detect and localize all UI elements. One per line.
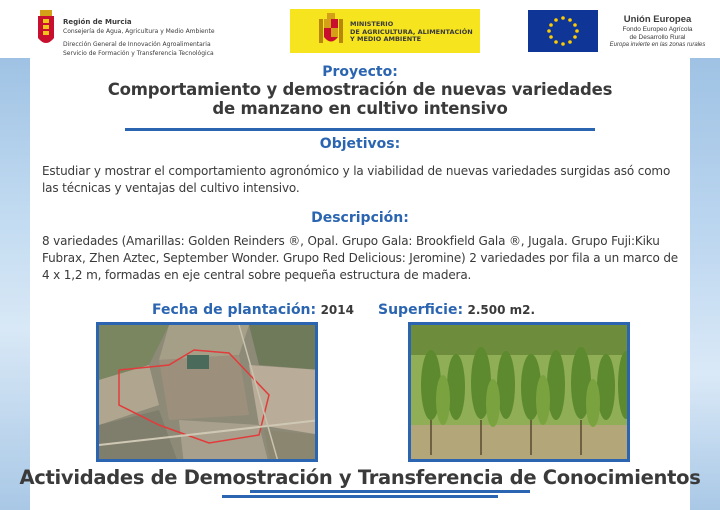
footer-underline — [222, 495, 498, 498]
sky-band-right — [690, 58, 720, 510]
ministerio-text — [350, 21, 473, 44]
ministerio-line2: DE AGRICULTURA, ALIMENTACIÓN — [350, 27, 473, 36]
orchard-photo — [408, 322, 630, 462]
murcia-line1: Región de Murcia — [63, 18, 132, 26]
ministerio-line3: Y MEDIO AMBIENTE — [350, 35, 422, 43]
title-divider — [125, 128, 595, 131]
superficie — [378, 302, 535, 318]
superficie-label: Superficie: — [378, 302, 464, 318]
descripcion-text: 8 variedades (Amarillas: Golden Reinders ®, Opal. Grupo Gala: Brookfield Gala ®, Jugala. Grupo Fuji:Kiku Fubrax, Zhen Aztec, September Wonder. Grupo Red Delicious: Jeromine) 2 variedades por fila a un marco de 4 x 1,2 m, formadas en eje central sobre pequeña estructura de madera. — [42, 234, 679, 282]
fecha-label: Fecha de plantación: — [152, 302, 317, 318]
objetivos-label: Objetivos: — [319, 136, 401, 152]
murcia-line3: Dirección General de Innovación Agroalimentaria — [63, 41, 211, 48]
fecha-value: 2014 — [320, 303, 354, 317]
eu-line1: Unión Europea — [623, 14, 692, 25]
descripcion-label: Descripción: — [311, 210, 409, 226]
eu-line4: Europa invierte en las zonas rurales — [609, 42, 706, 48]
murcia-line4: Servicio de Formación y Transferencia Tecnológica — [63, 50, 214, 57]
objetivos-text: Estudiar y mostrar el comportamiento agronómico y la viabilidad de nuevas variedades surgidas asó como las técnicas y ventajas del cultivo intensivo. — [42, 164, 671, 195]
orchard-photo-image — [411, 325, 630, 462]
eu-line2: Fondo Europeo Agrícola — [622, 26, 693, 33]
project-title — [30, 80, 690, 118]
footer-title: Actividades de Demostración y Transferencia de Conocimientos — [19, 466, 701, 489]
project-title-line2: de manzano en cultivo intensivo — [212, 99, 508, 118]
ministerio-logo — [290, 9, 480, 53]
proyecto-label: Proyecto: — [322, 64, 398, 80]
project-title-line1: Comportamiento y demostración de nuevas variedades — [107, 80, 613, 99]
murcia-institution-text — [63, 14, 215, 58]
murcia-coat-of-arms-icon — [34, 8, 58, 50]
fecha-plantacion — [152, 302, 354, 318]
aerial-photo-image — [99, 325, 318, 462]
section-divider — [250, 490, 530, 493]
spain-coat-of-arms-icon — [316, 13, 346, 49]
sky-band-left — [0, 58, 30, 510]
superficie-value: 2.500 m2. — [467, 303, 536, 317]
eu-text — [605, 14, 710, 49]
murcia-line2: Consejería de Agua, Agricultura y Medio Ambiente — [63, 28, 215, 35]
ministerio-line1: MINISTERIO — [350, 20, 394, 28]
content-panel — [30, 58, 690, 510]
eu-flag-icon — [528, 10, 598, 52]
aerial-photo — [96, 322, 318, 462]
eu-line3: de Desarrollo Rural — [629, 33, 686, 41]
header — [0, 0, 720, 58]
